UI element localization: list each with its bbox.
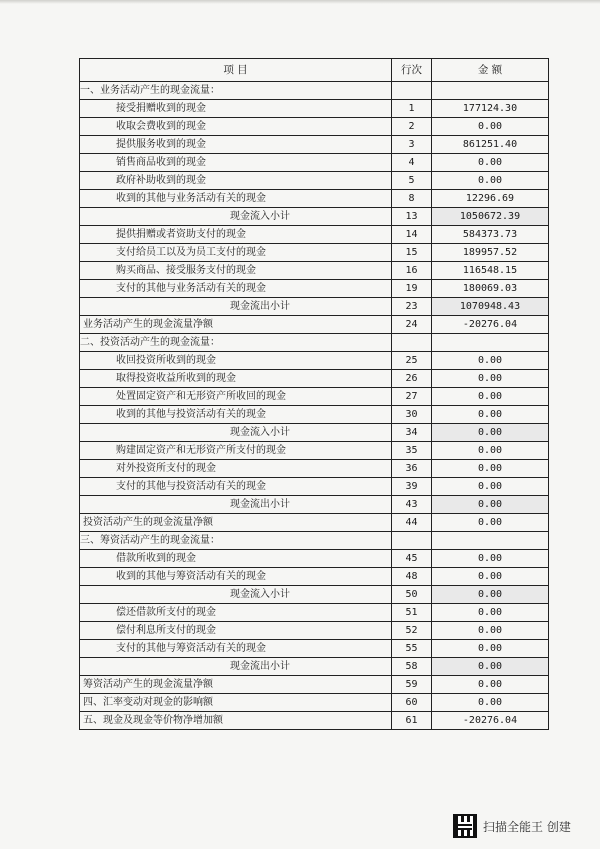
table-row	[80, 568, 549, 586]
row-line-number	[392, 532, 432, 550]
row-item-label: 现金流入小计	[80, 424, 392, 442]
row-amount: 189957.52	[432, 244, 549, 262]
row-line-number: 27	[392, 388, 432, 406]
row-amount: 0.00	[432, 442, 549, 460]
row-line-number	[392, 82, 432, 100]
row-item-label: 购买商品、接受服务支付的现金	[80, 262, 392, 280]
row-item-label: 支付的其他与筹资活动有关的现金	[80, 640, 392, 658]
header-line: 行次	[392, 59, 432, 82]
row-item-label: 二、投资活动产生的现金流量：	[80, 334, 392, 352]
row-amount: 0.00	[432, 118, 549, 136]
header-item: 项 目	[80, 59, 392, 82]
row-line-number: 15	[392, 244, 432, 262]
row-line-number	[392, 334, 432, 352]
row-item-label: 收回投资所收到的现金	[80, 352, 392, 370]
row-amount: 0.00	[432, 604, 549, 622]
table-row	[80, 676, 549, 694]
row-line-number: 50	[392, 586, 432, 604]
row-amount: 1050672.39	[432, 208, 549, 226]
row-line-number: 39	[392, 478, 432, 496]
row-item-label: 借款所收到的现金	[80, 550, 392, 568]
table-row	[80, 514, 549, 532]
row-item-label: 现金流出小计	[80, 658, 392, 676]
row-line-number: 3	[392, 136, 432, 154]
row-line-number: 61	[392, 712, 432, 730]
row-item-label: 现金流入小计	[80, 586, 392, 604]
row-line-number: 8	[392, 190, 432, 208]
cash-flow-table	[79, 58, 549, 730]
row-amount: 0.00	[432, 676, 549, 694]
row-line-number: 55	[392, 640, 432, 658]
row-amount: 0.00	[432, 172, 549, 190]
row-line-number: 25	[392, 352, 432, 370]
table-row	[80, 694, 549, 712]
row-item-label: 投资活动产生的现金流量净额	[80, 514, 392, 532]
row-item-label: 五、现金及现金等价物净增加额	[80, 712, 392, 730]
scanner-watermark	[453, 814, 571, 838]
table-row	[80, 712, 549, 730]
row-item-label: 接受捐赠收到的现金	[80, 100, 392, 118]
scan-edge	[0, 0, 600, 4]
row-item-label: 收到的其他与筹资活动有关的现金	[80, 568, 392, 586]
row-item-label: 三、筹资活动产生的现金流量：	[80, 532, 392, 550]
row-item-label: 现金流出小计	[80, 496, 392, 514]
row-item-label: 取得投资收益所收到的现金	[80, 370, 392, 388]
row-amount: 0.00	[432, 460, 549, 478]
table-row	[80, 604, 549, 622]
table-row	[80, 280, 549, 298]
row-item-label: 对外投资所支付的现金	[80, 460, 392, 478]
table-row	[80, 136, 549, 154]
row-amount: 0.00	[432, 154, 549, 172]
row-item-label: 现金流入小计	[80, 208, 392, 226]
row-line-number: 5	[392, 172, 432, 190]
row-amount: 0.00	[432, 370, 549, 388]
row-line-number: 43	[392, 496, 432, 514]
table-row	[80, 496, 549, 514]
row-item-label: 支付的其他与投资活动有关的现金	[80, 478, 392, 496]
row-amount: 0.00	[432, 514, 549, 532]
row-amount: -20276.04	[432, 316, 549, 334]
row-amount: 116548.15	[432, 262, 549, 280]
header-amount: 金 额	[432, 59, 549, 82]
row-amount: 180069.03	[432, 280, 549, 298]
table-row	[80, 640, 549, 658]
row-line-number: 58	[392, 658, 432, 676]
row-line-number: 19	[392, 280, 432, 298]
table-row	[80, 478, 549, 496]
row-amount: 0.00	[432, 568, 549, 586]
row-line-number: 26	[392, 370, 432, 388]
table-row	[80, 550, 549, 568]
row-amount: 584373.73	[432, 226, 549, 244]
row-amount: 0.00	[432, 550, 549, 568]
table-row	[80, 658, 549, 676]
row-amount: 0.00	[432, 496, 549, 514]
row-item-label: 业务活动产生的现金流量净额	[80, 316, 392, 334]
row-item-label: 处置固定资产和无形资产所收回的现金	[80, 388, 392, 406]
row-amount: 861251.40	[432, 136, 549, 154]
table-row	[80, 190, 549, 208]
table-row	[80, 172, 549, 190]
row-line-number: 44	[392, 514, 432, 532]
table-row	[80, 586, 549, 604]
row-item-label: 政府补助收到的现金	[80, 172, 392, 190]
row-line-number: 45	[392, 550, 432, 568]
row-item-label: 购建固定资产和无形资产所支付的现金	[80, 442, 392, 460]
table-row	[80, 406, 549, 424]
table-row	[80, 388, 549, 406]
row-amount	[432, 334, 549, 352]
row-amount: 0.00	[432, 658, 549, 676]
row-line-number: 1	[392, 100, 432, 118]
table-row	[80, 316, 549, 334]
row-amount: 1070948.43	[432, 298, 549, 316]
row-line-number: 51	[392, 604, 432, 622]
row-amount: -20276.04	[432, 712, 549, 730]
row-item-label: 偿还借款所支付的现金	[80, 604, 392, 622]
table-row	[80, 226, 549, 244]
table-row	[80, 352, 549, 370]
row-line-number: 34	[392, 424, 432, 442]
row-amount: 0.00	[432, 406, 549, 424]
row-line-number: 30	[392, 406, 432, 424]
row-item-label: 提供服务收到的现金	[80, 136, 392, 154]
row-amount: 0.00	[432, 424, 549, 442]
row-line-number: 13	[392, 208, 432, 226]
scanner-text: 扫描全能王 创建	[483, 819, 571, 834]
table-row	[80, 442, 549, 460]
table-row	[80, 424, 549, 442]
row-amount	[432, 82, 549, 100]
table-row	[80, 154, 549, 172]
table-row	[80, 118, 549, 136]
row-item-label: 四、汇率变动对现金的影响额	[80, 694, 392, 712]
row-amount: 0.00	[432, 694, 549, 712]
row-line-number: 52	[392, 622, 432, 640]
row-amount: 0.00	[432, 352, 549, 370]
table-row	[80, 82, 549, 100]
table-row	[80, 100, 549, 118]
row-amount: 0.00	[432, 622, 549, 640]
row-item-label: 收到的其他与业务活动有关的现金	[80, 190, 392, 208]
table-row	[80, 532, 549, 550]
row-line-number: 59	[392, 676, 432, 694]
row-amount: 0.00	[432, 478, 549, 496]
table-row	[80, 244, 549, 262]
row-item-label: 筹资活动产生的现金流量净额	[80, 676, 392, 694]
row-item-label: 销售商品收到的现金	[80, 154, 392, 172]
row-line-number: 60	[392, 694, 432, 712]
table-row	[80, 262, 549, 280]
row-item-label: 收到的其他与投资活动有关的现金	[80, 406, 392, 424]
row-item-label: 收取会费收到的现金	[80, 118, 392, 136]
row-amount: 177124.30	[432, 100, 549, 118]
row-line-number: 48	[392, 568, 432, 586]
row-item-label: 支付给员工以及为员工支付的现金	[80, 244, 392, 262]
row-amount: 0.00	[432, 586, 549, 604]
qr-code-icon	[453, 814, 477, 838]
row-line-number: 14	[392, 226, 432, 244]
row-item-label: 提供捐赠或者资助支付的现金	[80, 226, 392, 244]
table-row	[80, 208, 549, 226]
table-row	[80, 334, 549, 352]
row-item-label: 一、业务活动产生的现金流量：	[80, 82, 392, 100]
table-header-row	[80, 59, 549, 82]
row-item-label: 现金流出小计	[80, 298, 392, 316]
row-amount: 0.00	[432, 640, 549, 658]
table-row	[80, 460, 549, 478]
row-amount: 12296.69	[432, 190, 549, 208]
row-line-number: 23	[392, 298, 432, 316]
row-amount: 0.00	[432, 388, 549, 406]
row-line-number: 2	[392, 118, 432, 136]
row-line-number: 16	[392, 262, 432, 280]
row-amount	[432, 532, 549, 550]
table-row	[80, 622, 549, 640]
row-line-number: 36	[392, 460, 432, 478]
row-line-number: 35	[392, 442, 432, 460]
row-line-number: 24	[392, 316, 432, 334]
table-row	[80, 298, 549, 316]
table-row	[80, 370, 549, 388]
row-line-number: 4	[392, 154, 432, 172]
row-item-label: 偿付利息所支付的现金	[80, 622, 392, 640]
row-item-label: 支付的其他与业务活动有关的现金	[80, 280, 392, 298]
